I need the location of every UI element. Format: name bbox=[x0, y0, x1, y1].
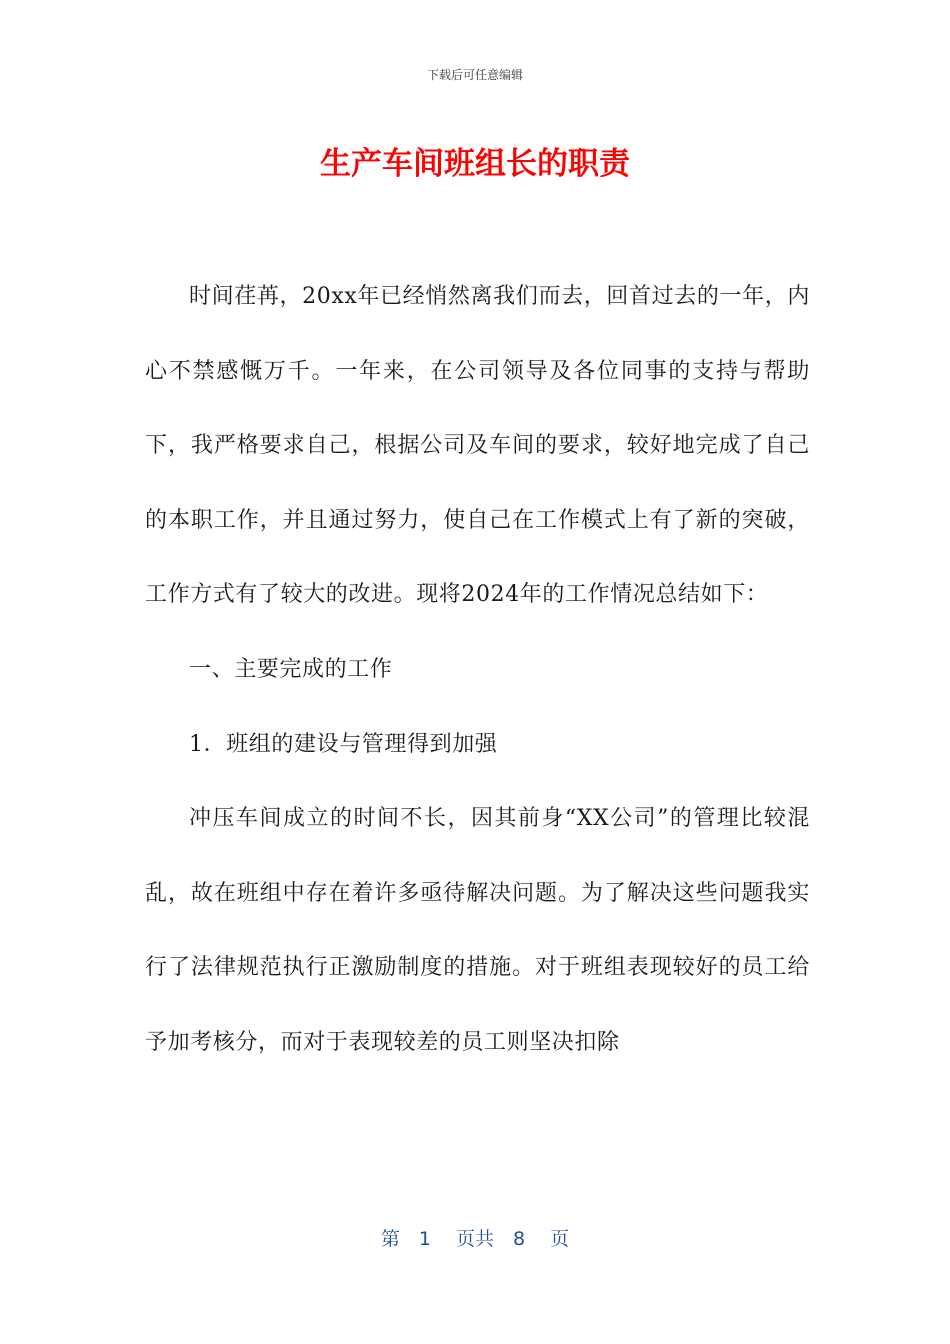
subsection-heading-team-building: 1．班组的建设与管理得到加强 bbox=[189, 731, 498, 757]
paragraph-team-building: 冲压车间成立的时间不长，因其前身“XX公司”的管理比较混乱，故在班组中存在着许多亟待解决问题。为了解决这些问题我实行了法律规范执行正激励制度的措施。对于班组表现较好的员工给予加考核分，而对于表现较差的员工则坚决扣除 bbox=[145, 806, 810, 1055]
document-body bbox=[145, 260, 810, 1081]
section-heading-main-work: 一、主要完成的工作 bbox=[189, 656, 393, 682]
page-footer: 第 1 页共 8 页 bbox=[380, 1228, 570, 1250]
document-title: 生产车间班组长的职责 bbox=[320, 146, 630, 182]
paragraph-intro: 时间荏苒，20xx年已经悄然离我们而去，回首过去的一年，内心不禁感慨万千。一年来，在公司领导及各位同事的支持与帮助下，我严格要求自己，根据公司及车间的要求，较好地完成了自己的本职工作，并且通过努力，使自己在工作模式上有了新的突破，工作方式有了较大的改进。现将2024年的工作情况总结如下： bbox=[145, 284, 810, 608]
header-note: 下载后可任意编辑 bbox=[426, 68, 523, 82]
